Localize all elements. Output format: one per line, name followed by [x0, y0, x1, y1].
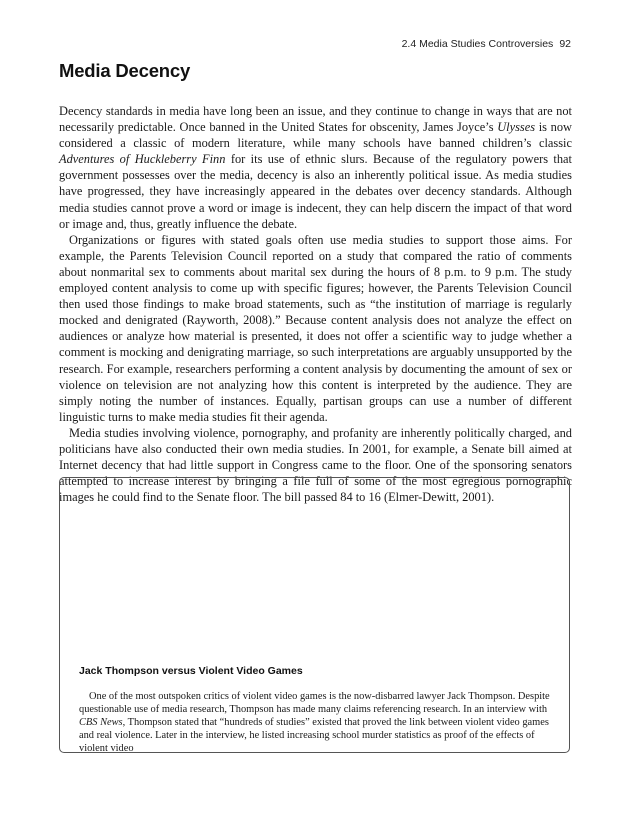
sidebar-box [59, 477, 570, 753]
section-title: Media Decency [59, 60, 191, 81]
huckleberry-finn-title: Adventures of Huckleberry Finn [59, 152, 226, 167]
paragraph-1-text-c: is now considered a classic of modern literature, while many schools have banned children’s classic [59, 120, 572, 151]
running-header-section: 2.4 Media Studies Controversies [401, 38, 554, 50]
paragraph-1-text-a: Decency standards in media have long been an issue, and they continue to change in ways that are not necessarily predictable. Once banned in the United States for obscenity, James Joyce’s [59, 104, 572, 135]
paragraph-2: Organizations or figures with stated goals often use media studies to support those aims. For example, the Parents Television Council reported on a study that compared the ratio of comments about nonmarital sex to comments about marital sex during the hours of 8 p.m. to 9 p.m. The study employed content analysis to come up with specific figures; however, the Parents Television Council then used those findings to make broad statements, such as “the institution of marriage is regularly mocked and denigrated (Rayworth, 2008).” Because content analysis does not analyze the effect on audiences or analyze how material is presented, it does not offer a scientific way to judge whether a comment is mocking and denigrating marriage, so such interpretations are arguably unsupported by the research. For example, researchers performing a content analysis by documenting the amount of sex or violence on television are not analyzing how this content is interpreted by the audience. They are simply noting the number of instances. Equally, partisan groups can use a number of different linguistic turns to make media studies fit their agenda. [59, 232, 572, 424]
page-number: 92 [559, 38, 571, 50]
paragraph-1-text-e: for its use of ethnic slurs. Because of the regulatory powers that government possesses over the media, decency is also an inherently political issue. As media studies have progressed, they have increasingly appeared in the debates over decency standards. Although media studies cannot prove a word or image is indecent, they can help discern the impact of that word or image and, thus, greatly influence the debate. [59, 152, 572, 231]
sidebar-title: Jack Thompson versus Violent Video Games [79, 665, 303, 677]
sidebar-text [79, 690, 559, 755]
paragraph-3: Media studies involving violence, pornography, and profanity are inherently politically charged, and politicians have also conducted their own media studies. In 2001, for example, a Senate bill aimed at Internet decency that had little support in Congress came to the floor. One of the sponsoring senators attempted to increase interest by bringing a file full of some of the most egregious pornographic images he could find to the Senate floor. The bill passed 84 to 16 (Elmer-Dewitt, 2001). [59, 425, 572, 505]
sidebar-text-c: , Thompson stated that “hundreds of studies” existed that proved the link between violent video games and real violence. Later in the interview, he listed increasing school murder statistics as proof of the effects of violent video [79, 717, 549, 754]
ulysses-title: Ulysses [497, 120, 536, 135]
running-header [402, 38, 571, 50]
body-text [59, 103, 572, 505]
cbs-news-title: CBS News [79, 717, 123, 728]
paragraph-1 [59, 103, 572, 232]
sidebar-text-a: One of the most outspoken critics of violent video games is the now-disbarred lawyer Jack Thompson. Despite questionable use of media research, Thompson has made many claims referencing research. In an interview with [79, 691, 550, 715]
